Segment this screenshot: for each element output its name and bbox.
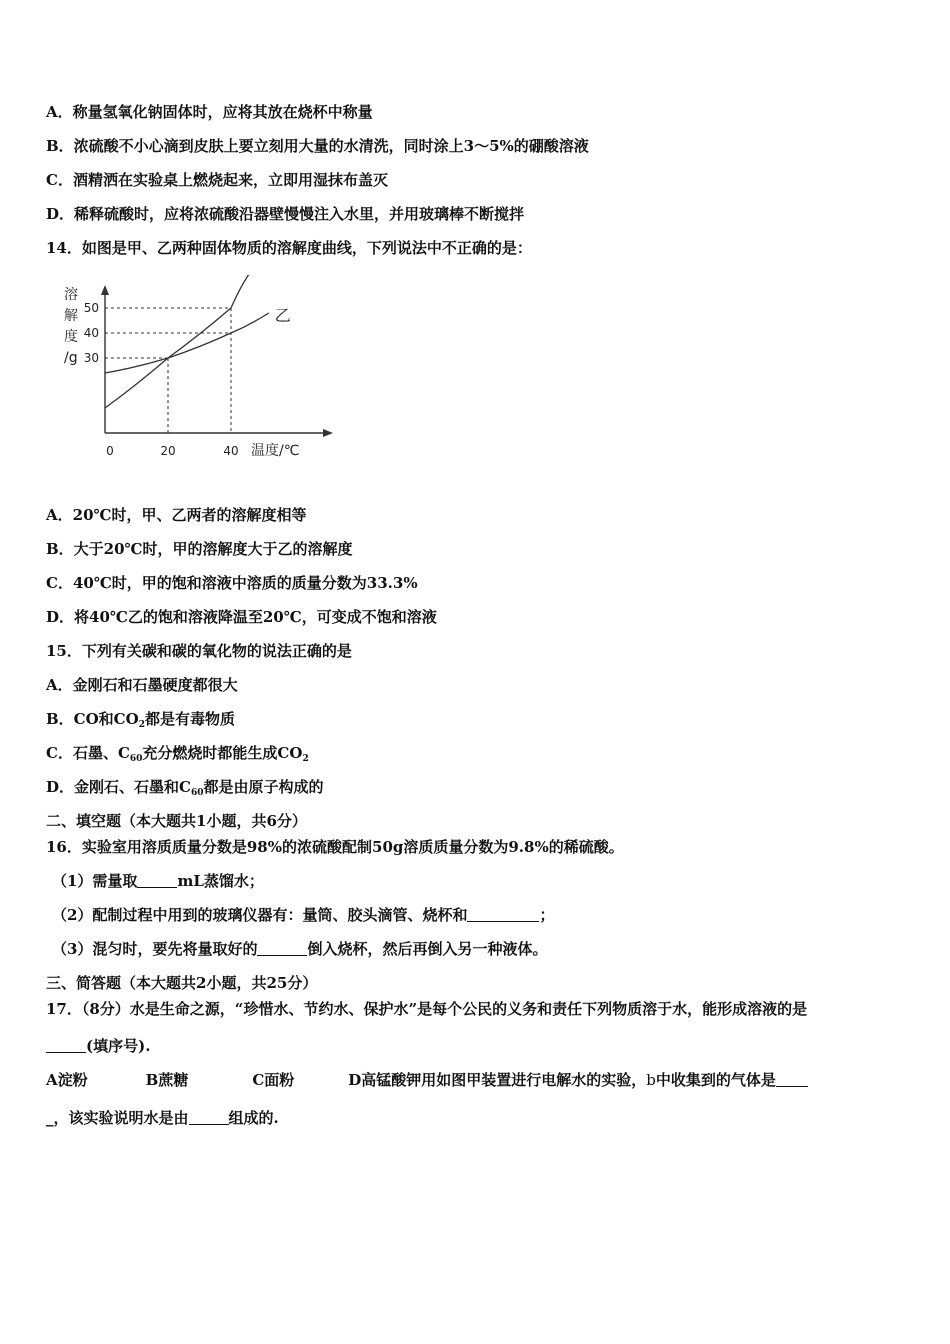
- q17-option-a: A淀粉: [46, 1071, 88, 1089]
- x-tick-0: 0: [106, 444, 114, 458]
- q17-option-b: B蔗糖: [145, 1071, 189, 1089]
- q15-b-pre: B．CO和CO: [46, 710, 139, 728]
- q15-b-sub: 2: [138, 720, 145, 730]
- q16-p2-post: ；: [539, 906, 555, 924]
- q16-p3-pre: （3）混匀时，要先将量取好的: [52, 940, 258, 958]
- q15-stem: 15．下列有关碳和碳的氧化物的说法正确的是: [46, 642, 352, 660]
- q17-options: [46, 1070, 808, 1090]
- q17-stem: 17．（8分）水是生命之源，“珍惜水、节约水、保护水”是每个公民的义务和责任下列物质溶于水，能形成溶液的是: [46, 1000, 808, 1018]
- q17-b-blank[interactable]: [776, 1072, 808, 1087]
- q16-p3-post: 倒入烧杯，然后再倒入另一种液体。: [307, 940, 548, 958]
- q13-option-b: B．浓硫酸不小心滴到皮肤上要立刻用大量的水清洗，同时涂上3～5%的硼酸溶液: [46, 137, 589, 155]
- x-tick-40: 40: [223, 444, 239, 458]
- q15-d-pre: D．金刚石、石墨和C: [46, 778, 191, 796]
- q17-fill-blank[interactable]: [46, 1038, 86, 1053]
- q16-p1-pre: （1）需量取: [52, 872, 138, 890]
- q15-d-sub: 60: [190, 788, 204, 798]
- section-3-heading: 三、简答题（本大题共2小题，共25分）: [46, 974, 318, 992]
- solubility-chart: [55, 275, 355, 470]
- q17-last-pre: _，该实验说明水是由: [46, 1109, 189, 1127]
- y-label-char-2: 解: [64, 308, 78, 324]
- q16-part-3: [52, 939, 547, 959]
- x-axis-label: 温度/℃: [251, 443, 300, 459]
- q15-b-post: 都是有毒物质: [144, 710, 235, 728]
- series-line-1: [105, 275, 263, 408]
- q17-fill-post: (填序号).: [86, 1037, 151, 1055]
- x-axis-arrow: [323, 429, 333, 437]
- q15-option-b: [46, 709, 235, 735]
- q16-stem: 16．实验室用溶质质量分数是98%的浓硫酸配制50g溶质质量分数为9.8%的稀硫酸。: [46, 838, 624, 856]
- q17-b-post: 中收集到的气体是: [655, 1071, 776, 1089]
- q17-last: [46, 1108, 279, 1128]
- chart-labels: [64, 275, 299, 459]
- q13-option-c: C．酒精洒在实验桌上燃烧起来，立即用湿抹布盖灭: [46, 171, 388, 189]
- q14-stem: 14．如图是甲、乙两种固体物质的溶解度曲线，下列说法中不正确的是：: [46, 239, 532, 257]
- dashed-guides: [105, 308, 231, 433]
- q17-option-c: C面粉: [252, 1071, 295, 1089]
- q16-p2-pre: （2）配制过程中用到的玻璃仪器有：量筒、胶头滴管、烧杯和: [52, 906, 468, 924]
- q15-c-sub: 60: [129, 754, 143, 764]
- q14-option-a: A．20℃时，甲、乙两者的溶解度相等: [46, 506, 307, 524]
- q16-part-1: [52, 871, 264, 891]
- y-tick-30: 30: [83, 351, 99, 365]
- y-tick-40: 40: [83, 326, 99, 340]
- series-label-2: 乙: [274, 306, 291, 325]
- q15-option-d: [46, 777, 324, 803]
- q16-p2-blank[interactable]: [467, 907, 539, 922]
- q17-option-d: D高锰酸钾用如图甲装置进行电解水的实验，: [348, 1071, 647, 1089]
- q16-p1-post: mL蒸馏水；: [177, 872, 264, 890]
- chart-series: [105, 275, 269, 408]
- q14-option-b: B．大于20℃时，甲的溶解度大于乙的溶解度: [46, 540, 353, 558]
- q14-option-d: D．将40℃乙的饱和溶液降温至20℃，可变成不饱和溶液: [46, 608, 437, 626]
- y-label-char-1: 溶: [64, 287, 78, 303]
- y-label-char-3: 度: [64, 329, 78, 345]
- q13-option-d: D．稀释硫酸时，应将浓硫酸沿器壁慢慢注入水里，并用玻璃棒不断搅拌: [46, 205, 525, 223]
- q17-b-letter: b: [646, 1071, 656, 1089]
- q17-last-blank[interactable]: [189, 1110, 229, 1125]
- q16-p3-blank[interactable]: [257, 941, 307, 956]
- q15-c-pre: C．石墨、C: [46, 744, 130, 762]
- q17-last-post: 组成的.: [228, 1109, 279, 1127]
- q14-option-c: C．40℃时，甲的饱和溶液中溶质的质量分数为33.3%: [46, 574, 418, 592]
- q15-option-c: [46, 743, 309, 769]
- y-label-char-4: /g: [64, 350, 78, 366]
- series-line-2: [105, 313, 269, 373]
- y-tick-50: 50: [83, 301, 99, 315]
- x-tick-20: 20: [160, 444, 176, 458]
- q15-c-mid: 充分燃烧时都能生成CO: [142, 744, 303, 762]
- q15-option-a: A．金刚石和石墨硬度都很大: [46, 676, 238, 694]
- q13-option-a: A．称量氢氧化钠固体时，应将其放在烧杯中称量: [46, 103, 373, 121]
- q16-part-2: [52, 905, 554, 925]
- q17-fill: [46, 1036, 150, 1056]
- q16-p1-blank[interactable]: [137, 873, 177, 888]
- y-axis-arrow: [101, 285, 109, 295]
- q15-c-sub2: 2: [302, 754, 309, 764]
- section-2-heading: 二、填空题（本大题共1小题，共6分）: [46, 812, 307, 830]
- q15-d-post: 都是由原子构成的: [203, 778, 324, 796]
